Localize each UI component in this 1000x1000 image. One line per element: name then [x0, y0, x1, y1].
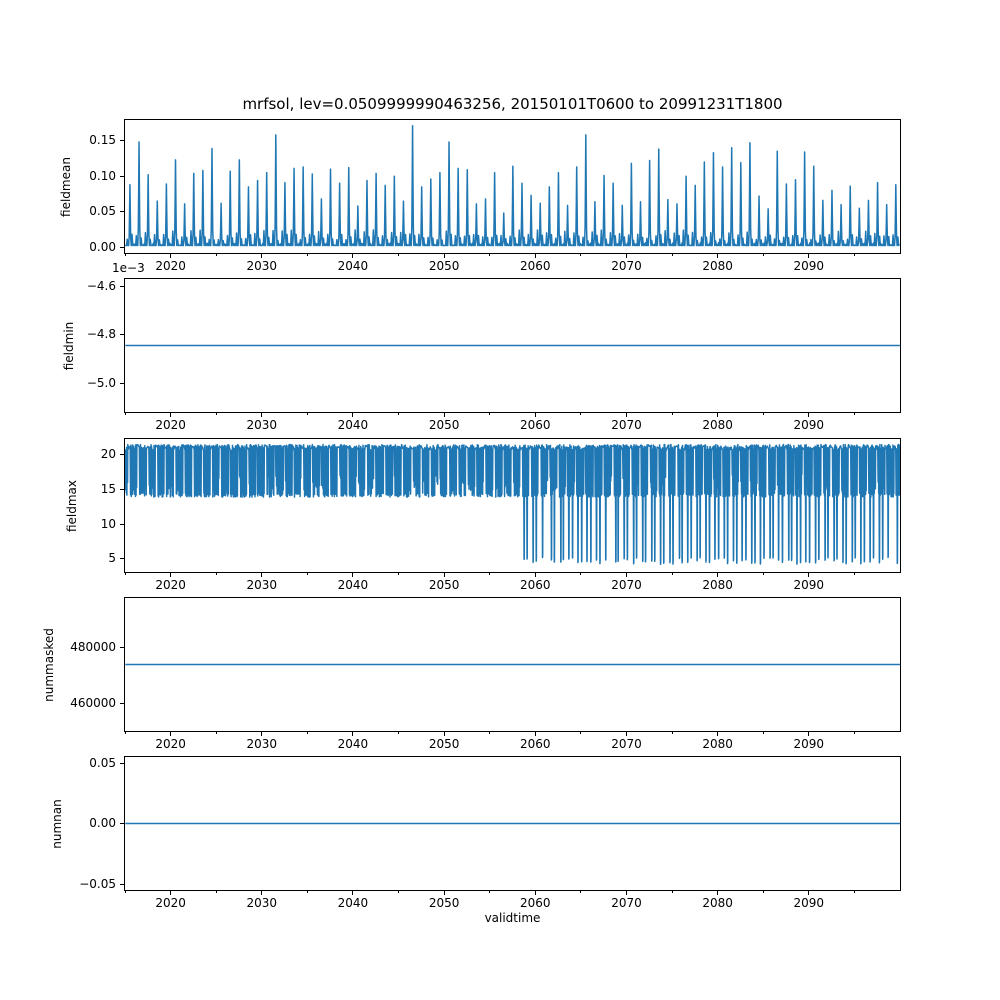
y-axis-label-nummasked: nummasked	[42, 627, 56, 702]
x-minor-tick-mark	[580, 573, 581, 575]
x-tick-mark	[170, 891, 171, 895]
y-tick-label: 5	[108, 551, 116, 566]
y-tick-mark	[120, 211, 124, 212]
x-tick-mark	[626, 413, 627, 417]
x-tick-label: 2020	[155, 259, 186, 273]
x-tick-mark	[626, 891, 627, 895]
x-tick-label: 2020	[155, 896, 186, 910]
subplot-nummasked	[124, 597, 901, 732]
x-tick-label: 2090	[793, 259, 825, 273]
x-minor-tick-mark	[672, 891, 673, 893]
x-minor-tick-mark	[307, 413, 308, 415]
x-tick-label: 2020	[155, 737, 186, 751]
x-tick-label: 2050	[428, 418, 460, 432]
x-tick-label: 2050	[428, 259, 460, 273]
x-tick-label: 2060	[520, 737, 551, 751]
nummasked-plot-area	[125, 598, 900, 731]
x-minor-tick-mark	[398, 732, 399, 734]
x-minor-tick-mark	[307, 891, 308, 893]
x-tick-label: 2080	[702, 418, 733, 432]
x-minor-tick-mark	[489, 413, 490, 415]
x-tick-label: 2040	[337, 896, 369, 910]
y-tick-mark	[120, 489, 124, 490]
x-tick-label: 2080	[702, 578, 733, 592]
x-minor-tick-mark	[672, 732, 673, 734]
x-minor-tick-mark	[216, 732, 217, 734]
x-tick-mark	[535, 891, 536, 895]
x-tick-mark	[444, 573, 445, 577]
x-minor-tick-mark	[398, 891, 399, 893]
y-tick-mark	[120, 647, 124, 648]
x-tick-label: 2060	[520, 259, 551, 273]
y-tick-mark	[120, 454, 124, 455]
x-tick-mark	[717, 732, 718, 736]
x-tick-mark	[717, 573, 718, 577]
x-tick-mark	[808, 732, 809, 736]
x-minor-tick-mark	[580, 891, 581, 893]
x-tick-mark	[261, 413, 262, 417]
y-offset-label: 1e−3	[112, 261, 145, 275]
x-tick-mark	[444, 891, 445, 895]
x-minor-tick-mark	[489, 254, 490, 256]
x-minor-tick-mark	[580, 413, 581, 415]
fieldmean-plot-area	[125, 120, 900, 253]
x-tick-label: 2070	[611, 578, 642, 592]
x-tick-mark	[444, 254, 445, 258]
x-tick-label: 2070	[611, 259, 642, 273]
x-minor-tick-mark	[672, 573, 673, 575]
y-tick-mark	[120, 884, 124, 885]
y-tick-mark	[120, 558, 124, 559]
x-tick-label: 2030	[246, 259, 278, 273]
x-tick-mark	[261, 732, 262, 736]
x-minor-tick-mark	[489, 732, 490, 734]
x-tick-label: 2050	[428, 578, 460, 592]
x-minor-tick-mark	[307, 573, 308, 575]
y-tick-label: 0.15	[89, 133, 116, 148]
x-minor-tick-mark	[125, 254, 126, 256]
x-minor-tick-mark	[125, 732, 126, 734]
x-tick-mark	[261, 891, 262, 895]
x-minor-tick-mark	[854, 413, 855, 415]
x-tick-label: 2090	[793, 896, 825, 910]
subplot-fieldmin	[124, 278, 901, 413]
x-tick-label: 2070	[611, 896, 642, 910]
x-tick-mark	[808, 891, 809, 895]
y-tick-label: 0.05	[89, 204, 116, 219]
y-tick-mark	[120, 703, 124, 704]
x-tick-mark	[808, 573, 809, 577]
y-tick-mark	[120, 286, 124, 287]
fieldmax-line	[125, 445, 900, 565]
x-tick-label: 2090	[793, 418, 825, 432]
x-minor-tick-mark	[763, 732, 764, 734]
y-tick-mark	[120, 140, 124, 141]
x-tick-label: 2020	[155, 418, 186, 432]
x-minor-tick-mark	[489, 573, 490, 575]
x-tick-mark	[626, 254, 627, 258]
x-tick-label: 2030	[246, 578, 278, 592]
x-tick-mark	[717, 413, 718, 417]
x-tick-mark	[717, 891, 718, 895]
x-tick-mark	[626, 573, 627, 577]
y-tick-label: 20	[100, 447, 116, 462]
x-tick-mark	[170, 573, 171, 577]
x-tick-mark	[444, 413, 445, 417]
numnan-plot-area	[125, 757, 900, 890]
x-minor-tick-mark	[854, 573, 855, 575]
x-tick-label: 2090	[793, 737, 825, 751]
x-tick-mark	[170, 732, 171, 736]
subplot-fieldmax	[124, 438, 901, 573]
y-axis-label-numnan: numnan	[50, 798, 64, 849]
y-tick-label: 460000	[70, 695, 116, 710]
y-tick-label: −5.0	[86, 375, 116, 390]
x-minor-tick-mark	[854, 254, 855, 256]
x-tick-label: 2030	[246, 737, 278, 751]
x-tick-mark	[352, 891, 353, 895]
y-tick-mark	[120, 524, 124, 525]
y-tick-label: −0.05	[79, 876, 116, 891]
x-tick-mark	[535, 254, 536, 258]
x-tick-label: 2080	[702, 737, 733, 751]
x-tick-label: 2090	[793, 578, 825, 592]
x-tick-mark	[170, 413, 171, 417]
x-minor-tick-mark	[216, 254, 217, 256]
x-minor-tick-mark	[580, 732, 581, 734]
x-tick-mark	[170, 254, 171, 258]
x-tick-label: 2060	[520, 418, 551, 432]
chart-title: mrfsol, lev=0.0509999990463256, 20150101T0600 to 20991231T1800	[242, 95, 783, 113]
y-tick-mark	[120, 763, 124, 764]
x-minor-tick-mark	[763, 254, 764, 256]
x-tick-mark	[261, 254, 262, 258]
x-minor-tick-mark	[763, 413, 764, 415]
x-minor-tick-mark	[398, 573, 399, 575]
y-axis-label-fieldmax: fieldmax	[65, 479, 79, 532]
y-tick-label: 10	[100, 516, 116, 531]
x-tick-label: 2080	[702, 259, 733, 273]
x-minor-tick-mark	[216, 891, 217, 893]
x-tick-mark	[352, 573, 353, 577]
x-tick-label: 2020	[155, 578, 186, 592]
x-minor-tick-mark	[125, 573, 126, 575]
subplot-numnan	[124, 756, 901, 891]
x-tick-mark	[535, 413, 536, 417]
y-tick-label: 15	[100, 482, 116, 497]
x-minor-tick-mark	[672, 413, 673, 415]
fieldmean-line	[125, 126, 899, 246]
y-axis-label-fieldmean: fieldmean	[59, 156, 73, 217]
x-tick-label: 2040	[337, 737, 369, 751]
x-minor-tick-mark	[580, 254, 581, 256]
fieldmax-plot-area	[125, 439, 900, 572]
x-tick-mark	[717, 254, 718, 258]
x-tick-label: 2070	[611, 737, 642, 751]
y-tick-label: −4.6	[86, 278, 116, 293]
x-tick-label: 2040	[337, 578, 369, 592]
x-tick-label: 2050	[428, 737, 460, 751]
x-tick-mark	[352, 732, 353, 736]
x-tick-label: 2030	[246, 418, 278, 432]
y-tick-label: 0.00	[89, 239, 116, 254]
x-tick-label: 2040	[337, 418, 369, 432]
y-tick-mark	[120, 334, 124, 335]
x-minor-tick-mark	[307, 732, 308, 734]
x-tick-mark	[261, 573, 262, 577]
x-tick-mark	[444, 732, 445, 736]
y-tick-label: 0.10	[89, 168, 116, 183]
y-tick-mark	[120, 247, 124, 248]
y-tick-label: −4.8	[86, 327, 116, 342]
x-tick-label: 2040	[337, 259, 369, 273]
subplot-fieldmean	[124, 119, 901, 254]
x-tick-mark	[352, 254, 353, 258]
y-tick-mark	[120, 823, 124, 824]
x-minor-tick-mark	[216, 413, 217, 415]
y-tick-label: 0.00	[89, 816, 116, 830]
x-tick-label: 2070	[611, 418, 642, 432]
y-tick-mark	[120, 176, 124, 177]
x-tick-label: 2080	[702, 896, 733, 910]
x-minor-tick-mark	[125, 413, 126, 415]
x-tick-mark	[352, 413, 353, 417]
x-axis-label: validtime	[484, 911, 541, 925]
x-tick-mark	[535, 573, 536, 577]
x-tick-label: 2060	[520, 578, 551, 592]
x-tick-mark	[808, 254, 809, 258]
x-minor-tick-mark	[489, 891, 490, 893]
x-minor-tick-mark	[763, 891, 764, 893]
x-tick-label: 2050	[428, 896, 460, 910]
x-minor-tick-mark	[216, 573, 217, 575]
x-minor-tick-mark	[672, 254, 673, 256]
x-minor-tick-mark	[307, 254, 308, 256]
y-axis-label-fieldmin: fieldmin	[62, 321, 76, 370]
x-tick-label: 2060	[520, 896, 551, 910]
x-minor-tick-mark	[854, 891, 855, 893]
x-tick-mark	[626, 732, 627, 736]
x-minor-tick-mark	[854, 732, 855, 734]
x-tick-mark	[808, 413, 809, 417]
x-minor-tick-mark	[398, 254, 399, 256]
y-tick-label: 480000	[70, 639, 116, 654]
x-minor-tick-mark	[125, 891, 126, 893]
fieldmin-plot-area	[125, 279, 900, 412]
x-minor-tick-mark	[398, 413, 399, 415]
y-tick-label: 0.05	[89, 755, 116, 770]
x-tick-label: 2030	[246, 896, 278, 910]
y-tick-mark	[120, 383, 124, 384]
x-minor-tick-mark	[763, 573, 764, 575]
x-tick-mark	[535, 732, 536, 736]
